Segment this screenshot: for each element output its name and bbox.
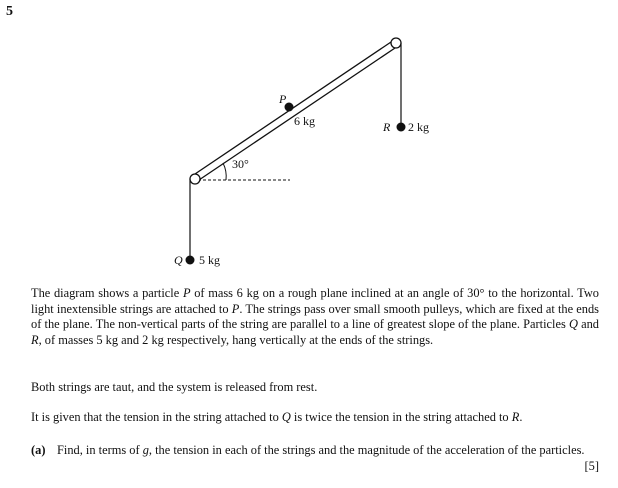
label-r: R — [383, 120, 391, 134]
top-pulley — [391, 38, 401, 48]
paragraph-description: The diagram shows a particle P of mass 6 kg on a rough plane inclined at an angle of 30° to the horizontal. Two light inextensible strings are attached to P. The strings pass over small smooth pulleys, which are fixed at the ends of the plane. The non-vertical parts of the string are parallel to a line of greatest slope of the plane. Particles Q and R, of masses 5 kg and 2 kg respectively, hang vertically at the ends of the strings. — [31, 286, 600, 347]
label-r-mass: 2 kg — [408, 120, 429, 134]
angle-arc — [223, 163, 226, 180]
paragraph-released: Both strings are taut, and the system is released from rest. — [31, 380, 318, 394]
label-q: Q — [174, 253, 183, 267]
paragraph-tension-relation: It is given that the tension in the string attached to Q is twice the tension in the string attached to R. — [31, 410, 523, 424]
particle-r — [397, 123, 406, 132]
part-a-text: Find, in terms of g, the tension in each of the strings and the magnitude of the acceleration of the particles. — [57, 443, 585, 457]
label-q-mass: 5 kg — [199, 253, 220, 267]
part-a-marks: [5] — [584, 458, 599, 473]
part-a-label: (a) — [31, 443, 46, 457]
label-p: P — [279, 92, 287, 106]
label-p-mass: 6 kg — [294, 114, 315, 128]
bottom-pulley — [190, 174, 200, 184]
particle-q — [186, 256, 195, 265]
question-number: 5 — [6, 4, 13, 19]
angle-label: 30° — [232, 157, 249, 171]
